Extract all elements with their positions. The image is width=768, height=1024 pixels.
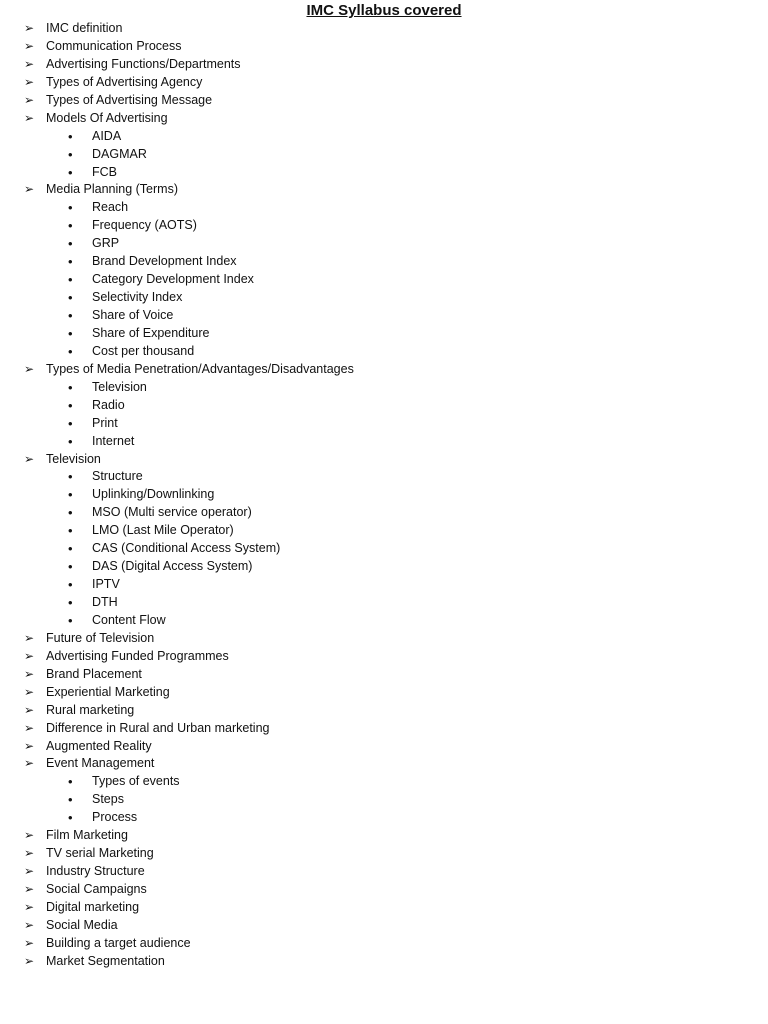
list-item	[0, 666, 768, 684]
dot-bullet-icon: •	[68, 325, 73, 341]
list-item-label: DTH	[92, 595, 118, 609]
list-item-label: IMC definition	[46, 21, 123, 35]
dot-bullet-icon: •	[68, 774, 73, 790]
arrowhead-bullet-icon: ➢	[24, 882, 35, 896]
list-item-label: MSO (Multi service operator)	[92, 505, 252, 520]
list-item	[0, 863, 768, 881]
dot-bullet-icon: •	[68, 254, 73, 270]
sub-list-item	[0, 146, 768, 164]
list-item-label: LMO (Last Mile Operator)	[92, 523, 234, 538]
dot-bullet-icon: •	[68, 810, 73, 826]
dot-bullet-icon: •	[68, 487, 73, 503]
list-item	[0, 899, 768, 917]
list-item-label: Advertising Funded Programmes	[46, 648, 229, 663]
list-item-label: Steps	[92, 792, 124, 807]
arrowhead-bullet-icon: ➢	[24, 684, 35, 699]
dot-bullet-icon: •	[68, 308, 73, 323]
arrowhead-bullet-icon: ➢	[24, 917, 35, 932]
dot-bullet-icon: •	[68, 792, 73, 808]
list-item-label: Social Campaigns	[46, 882, 147, 896]
sub-list-item	[0, 253, 768, 271]
arrowhead-bullet-icon: ➢	[24, 648, 35, 663]
list-item-label: Future of Television	[46, 630, 155, 645]
dot-bullet-icon: •	[68, 577, 73, 593]
dot-bullet-icon: •	[68, 236, 73, 252]
sub-list-item	[0, 325, 768, 343]
list-item-label: Experiential Marketing	[46, 684, 170, 699]
list-item-label: Types of Advertising Agency	[46, 74, 203, 89]
list-item-label: Television	[92, 379, 147, 394]
dot-bullet-icon: •	[68, 164, 73, 180]
list-item-label: Brand Placement	[46, 666, 142, 681]
arrowhead-bullet-icon: ➢	[24, 720, 35, 735]
list-item	[0, 74, 768, 92]
list-item-label: Share of Voice	[92, 308, 174, 322]
list-item-label: Brand Development Index	[92, 254, 237, 269]
syllabus-list	[0, 20, 768, 971]
sub-list-item	[0, 558, 768, 576]
arrowhead-bullet-icon: ➢	[24, 756, 35, 771]
list-item-label: Media Planning (Terms)	[46, 182, 178, 197]
arrowhead-bullet-icon: ➢	[24, 738, 35, 753]
list-item-label: Digital marketing	[46, 899, 140, 914]
list-item-label: Selectivity Index	[92, 290, 183, 305]
list-item	[0, 361, 768, 379]
dot-bullet-icon: •	[68, 218, 73, 234]
list-item-label: Print	[92, 415, 118, 430]
list-item	[0, 110, 768, 128]
list-item	[0, 92, 768, 110]
sub-list-item	[0, 540, 768, 558]
arrowhead-bullet-icon: ➢	[24, 110, 35, 125]
list-item-label: Building a target audience	[46, 935, 191, 950]
arrowhead-bullet-icon: ➢	[24, 56, 35, 71]
list-item	[0, 648, 768, 666]
sub-list-item	[0, 522, 768, 540]
list-item-label: Models Of Advertising	[46, 110, 168, 125]
sub-list-item	[0, 415, 768, 433]
dot-bullet-icon: •	[68, 290, 73, 306]
arrowhead-bullet-icon: ➢	[24, 21, 35, 35]
list-item-label: Communication Process	[46, 38, 182, 53]
sub-list-item	[0, 397, 768, 415]
arrowhead-bullet-icon: ➢	[24, 361, 35, 376]
list-item-label: Types of events	[92, 774, 180, 789]
list-item	[0, 881, 768, 899]
list-item	[0, 20, 768, 38]
sub-list-item	[0, 343, 768, 361]
sub-list-item	[0, 199, 768, 217]
list-item	[0, 720, 768, 738]
dot-bullet-icon: •	[68, 415, 73, 431]
list-item-label: DAGMAR	[92, 146, 147, 161]
list-item	[0, 181, 768, 199]
list-item-label: Market Segmentation	[46, 953, 165, 968]
list-item	[0, 935, 768, 953]
list-item-label: AIDA	[92, 128, 122, 143]
list-item-label: Television	[46, 451, 101, 466]
list-item-label: Internet	[92, 433, 135, 448]
sub-list-item	[0, 612, 768, 630]
sub-list-item	[0, 271, 768, 289]
list-item	[0, 827, 768, 845]
dot-bullet-icon: •	[68, 272, 73, 288]
list-item	[0, 684, 768, 702]
list-item-label: Process	[92, 810, 138, 825]
sub-list-item	[0, 433, 768, 451]
arrowhead-bullet-icon: ➢	[24, 666, 35, 681]
list-item-label: Industry Structure	[46, 864, 145, 879]
list-item-label: CAS (Conditional Access System)	[92, 541, 281, 556]
list-item-label: Augmented Reality	[46, 738, 152, 753]
sub-list-item	[0, 773, 768, 791]
list-item	[0, 451, 768, 469]
dot-bullet-icon: •	[68, 128, 73, 144]
list-item-label: Types of Media Penetration/Advantages/Disadvantages	[46, 361, 354, 376]
list-item	[0, 630, 768, 648]
dot-bullet-icon: •	[68, 379, 73, 395]
page-title: IMC Syllabus covered	[306, 2, 462, 19]
sub-list-item	[0, 809, 768, 827]
list-item-label: Difference in Rural and Urban marketing	[46, 720, 270, 735]
sub-list-item	[0, 235, 768, 253]
list-item	[0, 953, 768, 971]
list-item-label: TV serial Marketing	[46, 846, 154, 861]
dot-bullet-icon: •	[68, 523, 73, 539]
list-item	[0, 702, 768, 720]
dot-bullet-icon: •	[68, 397, 73, 413]
dot-bullet-icon: •	[68, 433, 73, 449]
arrowhead-bullet-icon: ➢	[24, 846, 35, 861]
list-item-label: Reach	[92, 200, 129, 215]
dot-bullet-icon: •	[68, 595, 73, 610]
dot-bullet-icon: •	[68, 200, 73, 216]
list-item-label: Frequency (AOTS)	[92, 218, 197, 233]
arrowhead-bullet-icon: ➢	[24, 702, 35, 717]
sub-list-item	[0, 128, 768, 146]
sub-list-item	[0, 594, 768, 612]
arrowhead-bullet-icon: ➢	[24, 828, 35, 843]
list-item-label: FCB	[92, 164, 117, 179]
dot-bullet-icon: •	[68, 146, 73, 162]
list-item	[0, 38, 768, 56]
list-item-label: Film Marketing	[46, 828, 128, 843]
list-item	[0, 738, 768, 756]
list-item-label: Uplinking/Downlinking	[92, 487, 215, 502]
arrowhead-bullet-icon: ➢	[24, 953, 35, 968]
list-item	[0, 845, 768, 863]
dot-bullet-icon: •	[68, 505, 73, 521]
list-item-label: Share of Expenditure	[92, 325, 210, 340]
sub-list-item	[0, 379, 768, 397]
dot-bullet-icon: •	[68, 469, 73, 485]
arrowhead-bullet-icon: ➢	[24, 74, 35, 89]
list-item-label: Structure	[92, 469, 143, 484]
list-item	[0, 917, 768, 935]
sub-list-item	[0, 504, 768, 522]
dot-bullet-icon: •	[68, 559, 73, 575]
sub-list-item	[0, 486, 768, 504]
list-item-label: Rural marketing	[46, 702, 135, 717]
dot-bullet-icon: •	[68, 541, 73, 557]
list-item-label: Types of Advertising Message	[46, 92, 213, 107]
list-item-label: Category Development Index	[92, 272, 254, 287]
arrowhead-bullet-icon: ➢	[24, 182, 35, 197]
arrowhead-bullet-icon: ➢	[24, 864, 35, 879]
arrowhead-bullet-icon: ➢	[24, 38, 35, 53]
sub-list-item	[0, 289, 768, 307]
list-item-label: DAS (Digital Access System)	[92, 559, 253, 574]
arrowhead-bullet-icon: ➢	[24, 630, 35, 645]
list-item-label: Social Media	[46, 917, 118, 932]
list-item-label: Radio	[92, 397, 125, 412]
arrowhead-bullet-icon: ➢	[24, 451, 35, 466]
sub-list-item	[0, 791, 768, 809]
list-item-label: Event Management	[46, 756, 155, 771]
arrowhead-bullet-icon: ➢	[24, 899, 35, 914]
sub-list-item	[0, 164, 768, 182]
list-item-label: Cost per thousand	[92, 343, 195, 358]
sub-list-item	[0, 468, 768, 486]
list-item	[0, 755, 768, 773]
sub-list-item	[0, 307, 768, 325]
list-item	[0, 56, 768, 74]
dot-bullet-icon: •	[68, 612, 73, 628]
list-item-label: Content Flow	[92, 612, 166, 627]
arrowhead-bullet-icon: ➢	[24, 92, 35, 107]
list-item-label: GRP	[92, 236, 120, 251]
sub-list-item	[0, 217, 768, 235]
list-item-label: IPTV	[92, 577, 120, 592]
list-item-label: Advertising Functions/Departments	[46, 56, 241, 71]
arrowhead-bullet-icon: ➢	[24, 935, 35, 950]
sub-list-item	[0, 576, 768, 594]
dot-bullet-icon: •	[68, 343, 73, 359]
